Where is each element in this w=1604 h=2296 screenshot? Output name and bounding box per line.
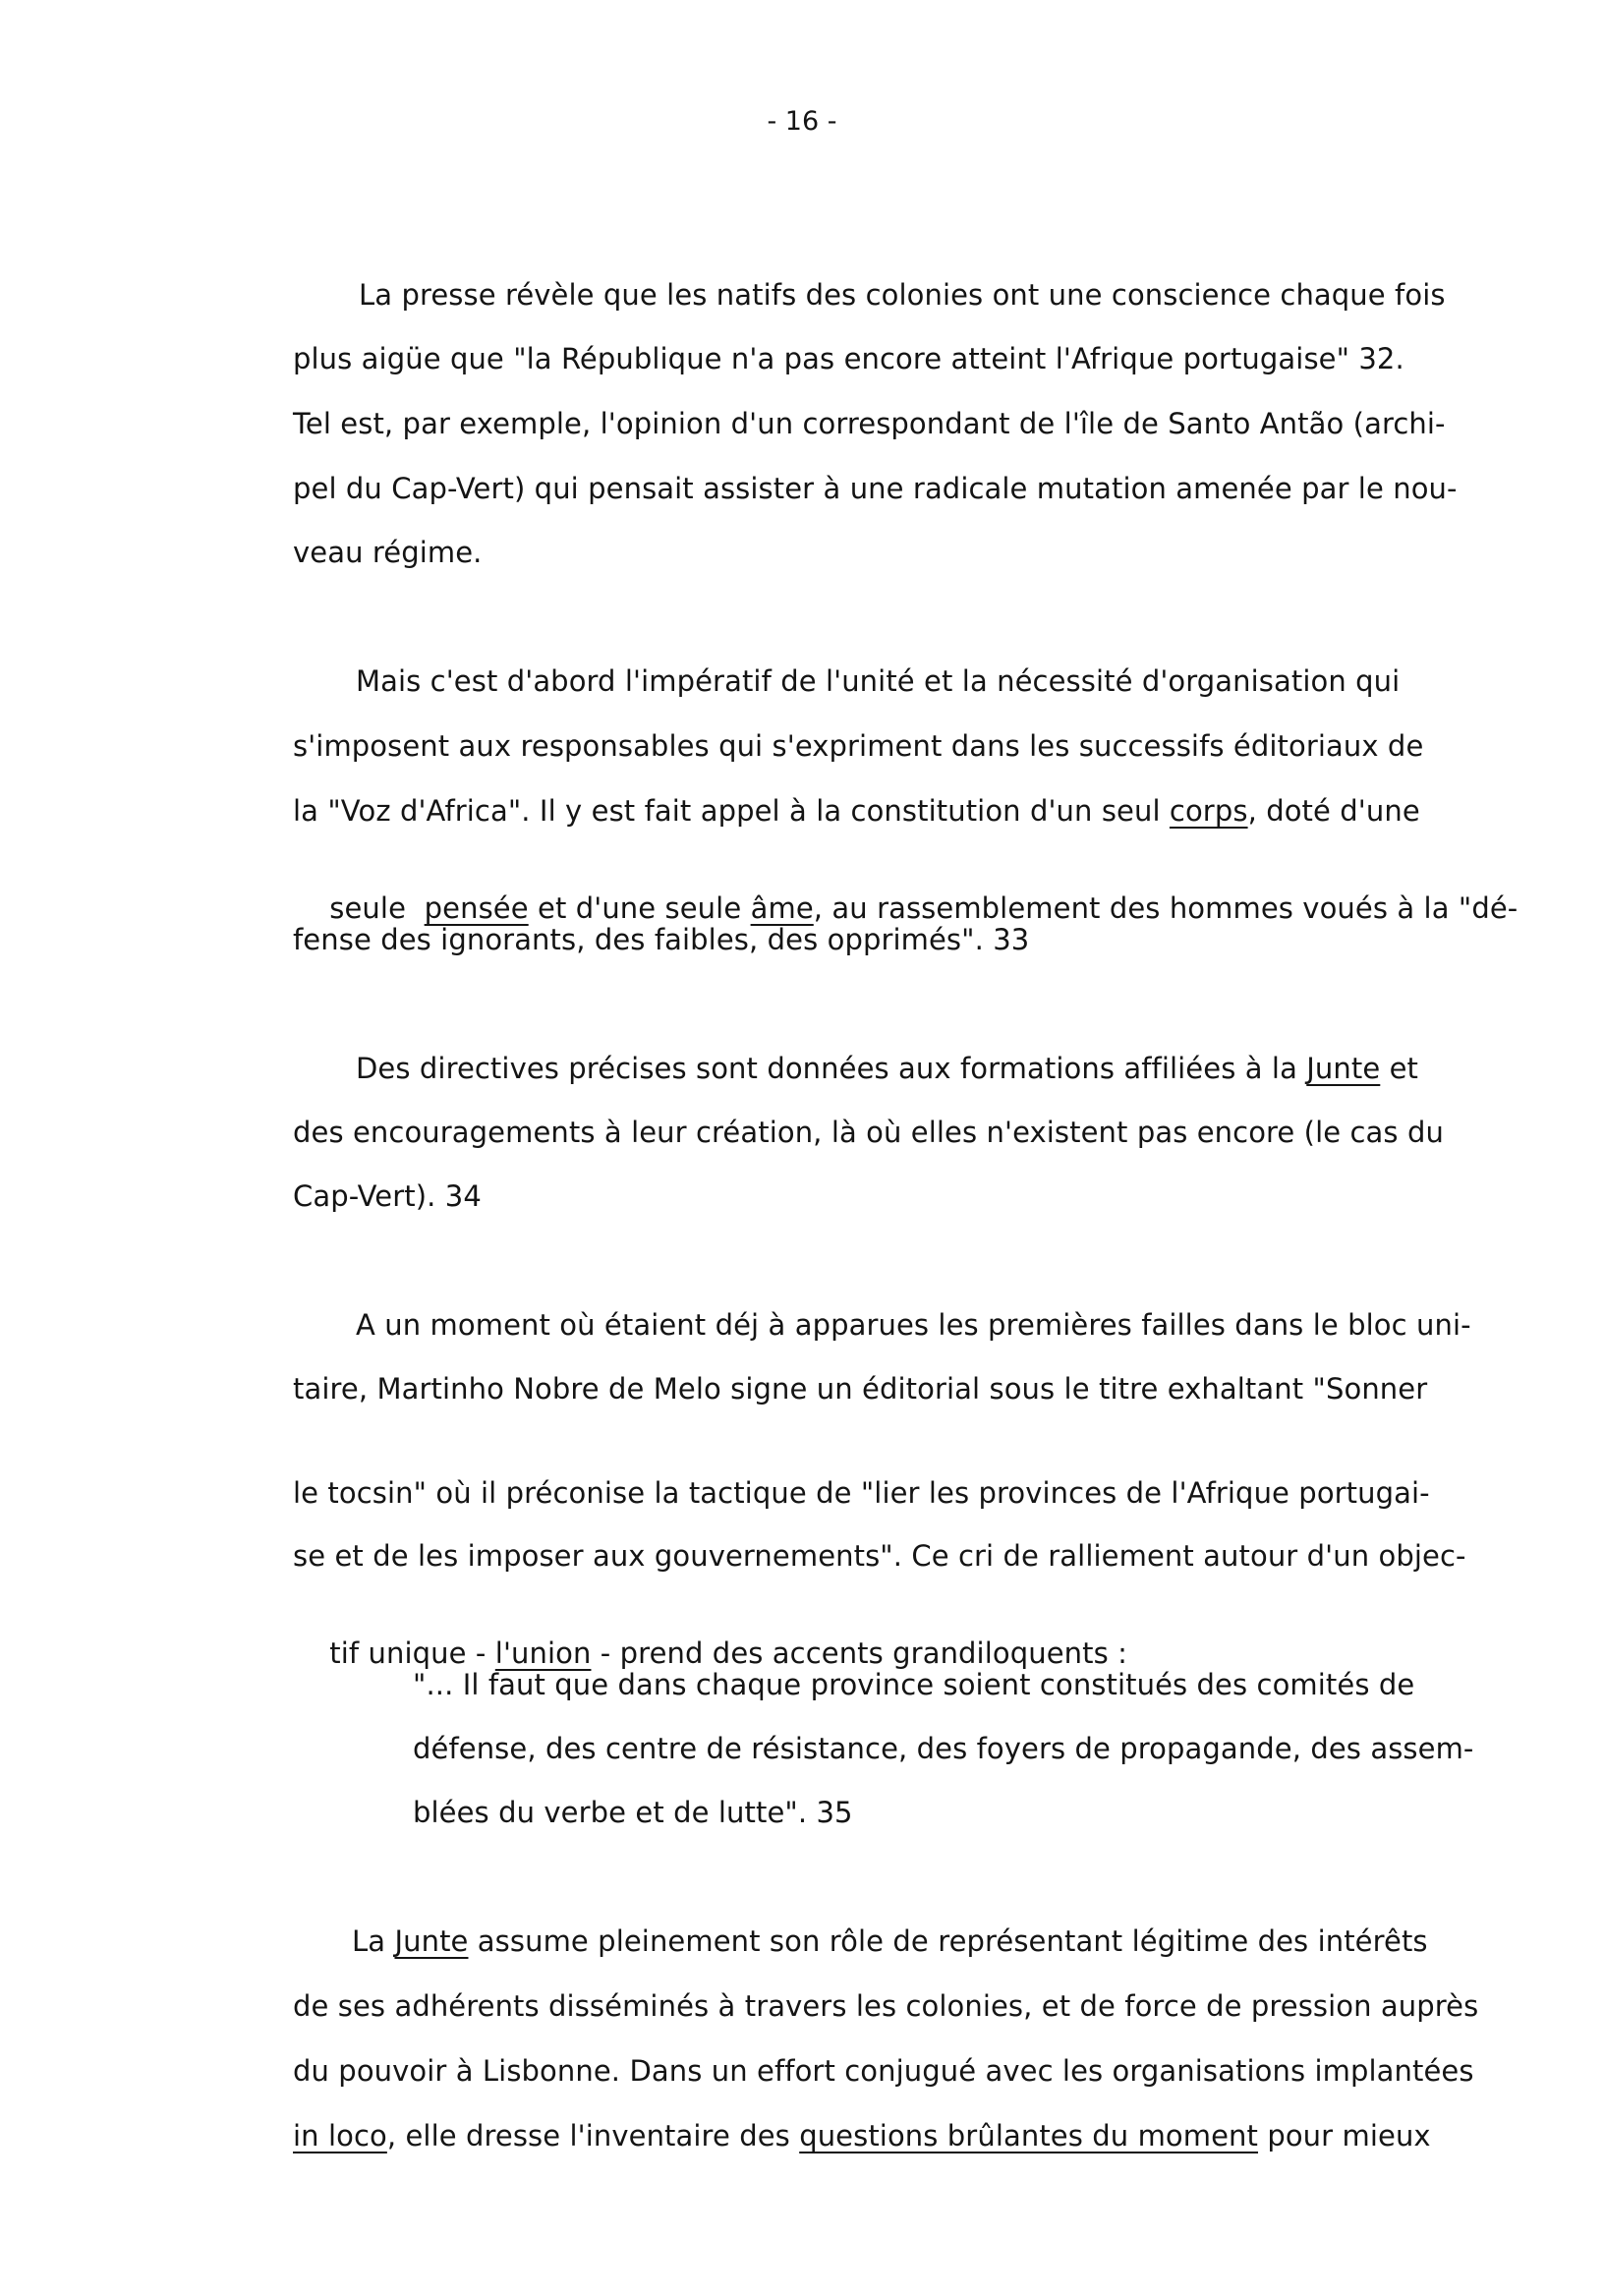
text-line: plus aigüe que "la République n'a pas encore atteint l'Afrique portugaise" 32. [293,342,1404,375]
text-line: fense des ignorants, des faibles, des opprimés". 33 [293,923,1030,956]
text-line: Tel est, par exemple, l'opinion d'un correspondant de l'île de Santo Antão (archi- [293,407,1446,440]
quote-line: blées du verbe et de lutte". 35 [413,1796,853,1829]
underlined-word-lunion: l'union [494,1636,592,1670]
text-line: La presse révèle que les natifs des colonies ont une conscience chaque fois [359,278,1446,312]
text-segment: et d'une seule [528,891,751,925]
text-line: s'imposent aux responsables qui s'expriment dans les successifs éditoriaux de [293,729,1424,763]
text-line: se et de les imposer aux gouvernements". Ce cri de ralliement autour d'un objec- [293,1539,1466,1573]
text-segment: - prend des accents grandiloquents : [591,1636,1127,1670]
underlined-word-pensee: pensée [424,891,529,925]
text-segment: pour mieux [1258,2119,1431,2152]
text-segment: , elle dresse l'inventaire des [386,2119,800,2152]
underlined-phrase-questions: questions brûlantes du moment [799,2119,1259,2152]
text-segment: Des directives précises sont données aux formations affiliées à la [356,1052,1307,1085]
text-line [356,1052,1418,1085]
underlined-word-junte: Junte [1306,1052,1381,1085]
text-segment: , doté d'une [1247,794,1420,828]
text-line: Mais c'est d'abord l'impératif de l'unité et la nécessité d'organisation qui [356,664,1401,698]
text-segment: , au rassemblement des hommes voués à la "dé- [813,891,1518,925]
text-line: pel du Cap-Vert) qui pensait assister à une radicale mutation amenée par le nou- [293,472,1458,505]
text-line [352,1924,1428,1958]
text-line: veau régime. [293,536,483,569]
text-line [293,794,1420,828]
text-line: A un moment où étaient déj à apparues les premières failles dans le bloc uni- [356,1308,1471,1342]
text-line [293,2119,1431,2152]
quote-line: "... Il faut que dans chaque province soient constitués des comités de [413,1668,1415,1701]
text-line: du pouvoir à Lisbonne. Dans un effort conjugué avec les organisations implantées [293,2054,1474,2088]
underlined-word-ame: âme [750,891,814,925]
text-line: Cap-Vert). 34 [293,1179,482,1213]
underlined-phrase-in-loco: in loco [293,2119,387,2152]
text-line: de ses adhérents disséminés à travers les colonies, et de force de pression auprès [293,1989,1479,2023]
text-line: taire, Martinho Nobre de Melo signe un éditorial sous le titre exhaltant "Sonner [293,1372,1428,1406]
underlined-word-junte: Junte [394,1924,469,1958]
text-segment: la "Voz d'Africa". Il y est fait appel à la constitution d'un seul [293,794,1170,828]
text-line: le tocsin" où il préconise la tactique de "lier les provinces de l'Afrique portugai- [293,1476,1430,1510]
quote-line: défense, des centre de résistance, des foyers de propagande, des assem- [413,1732,1474,1765]
text-segment: assume pleinement son rôle de représentant légitime des intérêts [468,1924,1428,1958]
text-segment: et [1380,1052,1419,1085]
text-segment: La [352,1924,395,1958]
underlined-word-corps: corps [1169,794,1248,828]
text-line: des encouragements à leur création, là où elles n'existent pas encore (le cas du [293,1116,1444,1149]
text-segment: tif unique - [329,1636,495,1670]
page-number: - 16 - [767,106,837,137]
text-segment: seule [329,891,425,925]
